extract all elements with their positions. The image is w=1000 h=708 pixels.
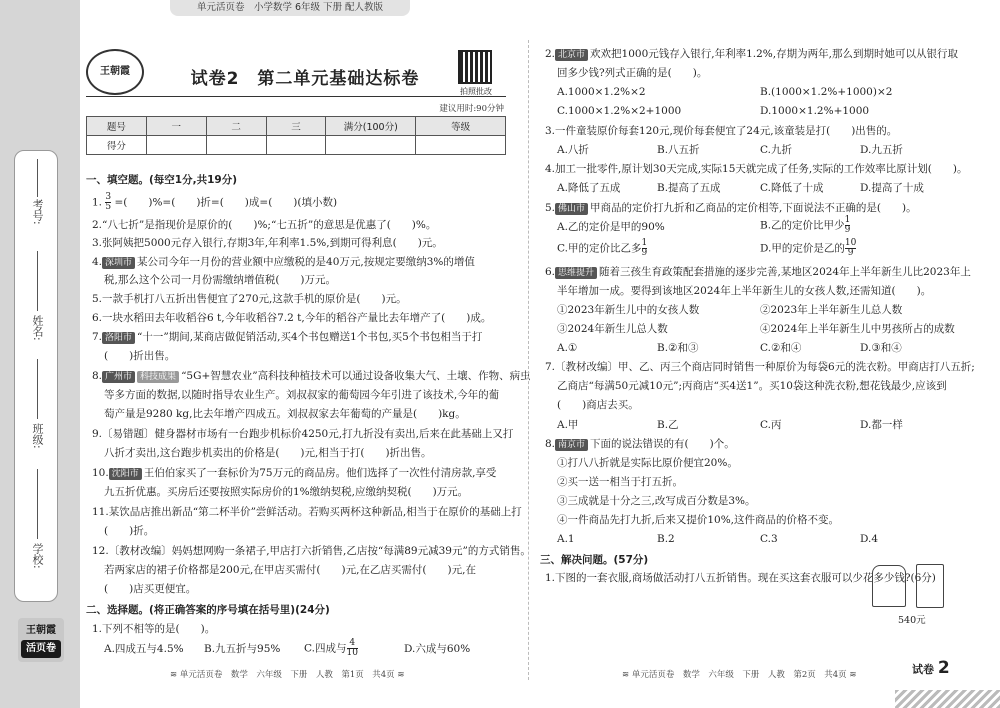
question-5: 5.一款手机打八五折出售便宜了270元,这款手机的原价是( )元。 — [92, 293, 407, 305]
score-input-cell[interactable] — [326, 136, 416, 155]
choice-7-d: D.都一样 — [860, 419, 903, 431]
qr-code-icon[interactable] — [458, 50, 492, 84]
choice-8-a: A.1 — [557, 533, 575, 545]
choice-4-d: D.提高了十成 — [860, 182, 924, 194]
footer-right: ≋ 单元活页卷 数学 六年级 下册 人教 第2页 共4页 ≋ — [622, 670, 857, 680]
badge-line1: 王朝霞 — [26, 625, 56, 636]
score-table — [86, 116, 506, 155]
choice-6: 6. 思维提升 随着三孩生育政策配套措施的逐步完善,某地区2024年上半年新生儿比2023年上 — [545, 266, 971, 278]
choice-8-o2: ②买一送一相当于打五折。 — [557, 476, 683, 488]
brand-badge — [18, 618, 64, 662]
score-table-header-row — [87, 117, 506, 136]
footer-left: ≋ 单元活页卷 数学 六年级 下册 人教 第1页 共4页 ≋ — [170, 670, 405, 680]
clothes-price: 540元 — [898, 615, 926, 626]
choice-6-c: C.②和④ — [760, 342, 802, 354]
problem-1: 1.下图的一套衣服,商场做活动打八五折销售。现在买这套衣服可以少花多少钱?(6分) — [545, 572, 936, 584]
region-tag: 北京市 — [555, 49, 588, 61]
question-3: 3.张阿姨把5000元存入银行,存期3年,年利率1.5%,到期可得利息( )元。 — [92, 237, 443, 249]
choice-1: 1.下列不相等的是( )。 — [92, 623, 216, 635]
qr-label: 拍照批改 — [460, 87, 492, 96]
score-input-cell[interactable] — [266, 136, 326, 155]
choice-2-a: A.1000×1.2%×2 — [557, 86, 646, 98]
fraction: $\frac{1}{9}$ — [641, 238, 648, 258]
question-2: 2.“八七折”是指现价是原价的( )%;“七五折”的意思是优惠了( )%。 — [92, 219, 437, 231]
choice-3-c: C.九折 — [760, 144, 792, 156]
question-12-cont: 若两家店的裙子价格都是200元,在甲店买需付( )元,在乙店买需付( )元,在 — [104, 564, 476, 576]
brand-logo: 王朝霞 — [86, 49, 144, 95]
section-1-title: 一、填空题。(每空1分,共19分) — [86, 174, 238, 186]
score-input-cell[interactable] — [146, 136, 206, 155]
choice-7-a: A.甲 — [557, 419, 579, 431]
question-11: 11.某饮品店推出新品“第二杯半价”尝鲜活动。若购买两杯这种新品,相当于在原价的基础上打 — [92, 506, 522, 518]
choice-3-d: D.九五折 — [860, 144, 903, 156]
choice-6-d: D.③和④ — [860, 342, 902, 354]
region-tag: 广州市 — [102, 371, 135, 383]
choice-2-cont: 回多少钱?列式正确的是( )。 — [557, 67, 708, 79]
badge-line2: 活页卷 — [21, 640, 61, 658]
question-4: 4. 深圳市 某公司今年一月份的营业额中应缴税的是40万元,按规定要缴纳3%的增值 — [92, 256, 475, 268]
choice-7: 7.〔教材改编〕甲、乙、丙三个商店同时销售一种原价为每袋6元的洗衣粉。甲商店打八五折; — [545, 361, 975, 373]
question-9: 9.〔易错题〕健身器材市场有一台跑步机标价4250元,打九折没有卖出,后来在此基础上又打 — [92, 428, 514, 440]
column-divider — [528, 40, 529, 680]
decorative-stripe — [895, 690, 1000, 708]
question-10: 10. 沈阳市 王伯伯家买了一套标价为75万元的商品房。他们选择了一次性付清房款,享受 — [92, 467, 497, 479]
choice-2-b: B.(1000×1.2%+1000)×2 — [760, 86, 893, 98]
region-tag: 佛山市 — [555, 203, 588, 215]
region-tag: 洛阳市 — [102, 332, 135, 344]
topic-tag: 思维提升 — [555, 267, 597, 279]
choice-1-d: D.六成与60% — [404, 643, 471, 655]
choice-1-a: A.四成五与4.5% — [104, 643, 184, 655]
choice-3-b: B.八五折 — [657, 144, 700, 156]
choice-4-a: A.降低了五成 — [557, 182, 621, 194]
question-9-cont: 八折才卖出,这台跑步机卖出的价格是( )元,相当于打( )折出售。 — [104, 447, 432, 459]
score-cell: 满分(100分) — [326, 117, 416, 136]
topic-tag: 科技成果 — [137, 371, 179, 383]
choice-5-a: A.乙的定价是甲的90% — [557, 221, 665, 233]
score-input-cell[interactable] — [206, 136, 266, 155]
score-cell: 得分 — [87, 136, 147, 155]
choice-2-d: D.1000×1.2%+1000 — [760, 105, 870, 117]
choice-5-d: D.甲的定价是乙的 $\frac{10}{9}$ — [760, 238, 857, 258]
choice-6-o1: ①2023年新生儿中的女孩人数 — [557, 304, 700, 316]
choice-7-cont2: ( )商店去买。 — [557, 399, 639, 411]
score-cell: 等级 — [416, 117, 506, 136]
choice-1-c: C.四成与 $\frac{4}{10}$ — [304, 638, 358, 658]
question-8-cont: 等多方面的数据,以随时指导农业生产。刘叔叔家的葡萄园今年引进了该技术,今年的葡 — [104, 389, 500, 401]
choice-8-c: C.3 — [760, 533, 778, 545]
choice-5-c: C.甲的定价比乙多 $\frac{1}{9}$ — [557, 238, 648, 258]
fraction: $\frac{4}{10}$ — [346, 638, 358, 658]
banji-label: 班级: — [31, 423, 44, 449]
choice-2: 2. 北京市 欢欢把1000元钱存入银行,年利率1.2%,存期为两年,那么到期时她可以从银行取 — [545, 48, 958, 60]
choice-7-cont: 乙商店“每满50元减10元”;丙商店“买4送1”。买10袋这种洗衣粉,想花钱最少,应该到 — [557, 380, 947, 392]
question-10-cont: 九五折优惠。买房后还要按照实际房价的1%缴纳契税,应缴纳契税( )万元。 — [104, 486, 469, 498]
choice-4-b: B.提高了五成 — [657, 182, 721, 194]
question-8-cont2: 萄产量是9280 kg,比去年增产四成五。刘叔叔家去年葡萄的产量是( )kg。 — [104, 408, 466, 420]
choice-7-c: C.丙 — [760, 419, 782, 431]
question-12: 12.〔教材改编〕妈妈想网购一条裙子,甲店打六折销售,乙店按“每满89元减39元”的方式销售。 — [92, 545, 531, 557]
score-input-cell[interactable] — [416, 136, 506, 155]
question-7-cont: ( )折出售。 — [104, 350, 176, 362]
top-series-bar: 单元活页卷 小学数学 6年级 下册 配人教版 — [170, 0, 410, 16]
suggested-time: 建议用时:90分钟 — [439, 104, 504, 114]
question-1: 1. $\frac{3}{5}$ =( )%=( )折=( )成=( )(填小数) — [92, 192, 338, 212]
choice-4-c: C.降低了十成 — [760, 182, 824, 194]
page-title: 试卷2 第二单元基础达标卷 — [190, 69, 420, 89]
kaohao-label: 考号: — [31, 199, 44, 225]
choice-8-d: D.4 — [860, 533, 879, 545]
choice-3: 3.一件童装原价每套120元,现价每套便宜了24元,该童装是打( )出售的。 — [545, 125, 898, 137]
choice-6-a: A.① — [557, 342, 578, 354]
choice-4: 4.加工一批零件,原计划30天完成,实际15天就完成了任务,实际的工作效率比原计划( )。 — [545, 163, 968, 175]
xingming-label: 姓名: — [31, 315, 44, 341]
score-cell: 二 — [206, 117, 266, 136]
question-12-cont2: ( )店买更便宜。 — [104, 583, 197, 595]
choice-8-b: B.2 — [657, 533, 675, 545]
choice-8-o3: ③三成就是十分之三,改写成百分数是3%。 — [557, 495, 756, 507]
question-7: 7. 洛阳市 “十一”期间,某商店做促销活动,买4个书包赠送1个书包,买5个书包相当于打 — [92, 331, 483, 343]
student-info-spine — [14, 150, 58, 602]
region-tag: 南京市 — [555, 439, 588, 451]
region-tag: 沈阳市 — [109, 468, 142, 480]
score-cell: 一 — [146, 117, 206, 136]
score-table-score-row — [87, 136, 506, 155]
choice-5-b: B.乙的定价比甲少 $\frac{1}{9}$ — [760, 215, 851, 235]
xuexiao-label: 学校: — [31, 543, 44, 569]
header-rule — [86, 96, 506, 97]
choice-3-a: A.八折 — [557, 144, 589, 156]
choice-1-b: B.九五折与95% — [204, 643, 281, 655]
choice-8-o1: ①打八八折就是实际比原价便宜20%。 — [557, 457, 738, 469]
choice-6-b: B.②和③ — [657, 342, 699, 354]
question-6: 6.一块水稻田去年收稻谷6 t,今年收稻谷7.2 t,今年的稻谷产量比去年增产了( )成。 — [92, 312, 492, 324]
question-11-cont: ( )折。 — [104, 525, 155, 537]
section-3-title: 三、解决问题。(57分) — [540, 554, 649, 566]
choice-8-o4: ④一件商品先打九折,后来又提价10%,这件商品的价格不变。 — [557, 514, 840, 526]
choice-6-o4: ④2024年上半年新生儿中男孩所占的成数 — [760, 323, 955, 335]
fraction: $\frac{10}{9}$ — [844, 238, 857, 258]
score-cell: 三 — [266, 117, 326, 136]
choice-7-b: B.乙 — [657, 419, 679, 431]
choice-6-cont: 半年增加一成。要得到该地区2024年上半年新生儿的女孩人数,还需知道( )。 — [557, 285, 932, 297]
score-cell: 题号 — [87, 117, 147, 136]
question-8: 8. 广州市 科技成果 “5G+智慧农业”高科技种植技术可以通过设备收集大气、土壤、作物、病虫 — [92, 370, 531, 382]
section-2-title: 二、选择题。(将正确答案的序号填在括号里)(24分) — [86, 604, 330, 616]
pants-icon — [916, 564, 944, 608]
region-tag: 深圳市 — [102, 257, 135, 269]
fraction: $\frac{1}{9}$ — [844, 215, 851, 235]
question-4-cont: 税,那么这个公司一月份需缴纳增值税( )万元。 — [104, 274, 337, 286]
choice-8: 8. 南京市 下面的说法错误的有( )个。 — [545, 438, 735, 450]
choice-6-o2: ②2023年上半年新生儿总人数 — [760, 304, 903, 316]
choice-6-o3: ③2024年新生儿总人数 — [557, 323, 668, 335]
page-number: 试卷 2 — [912, 658, 950, 678]
choice-2-c: C.1000×1.2%×2+1000 — [557, 105, 682, 117]
choice-5: 5. 佛山市 甲商品的定价打九折和乙商品的定价相等,下面说法不正确的是( )。 — [545, 202, 917, 214]
jacket-icon — [872, 565, 906, 607]
fraction: $\frac{3}{5}$ — [105, 192, 112, 212]
